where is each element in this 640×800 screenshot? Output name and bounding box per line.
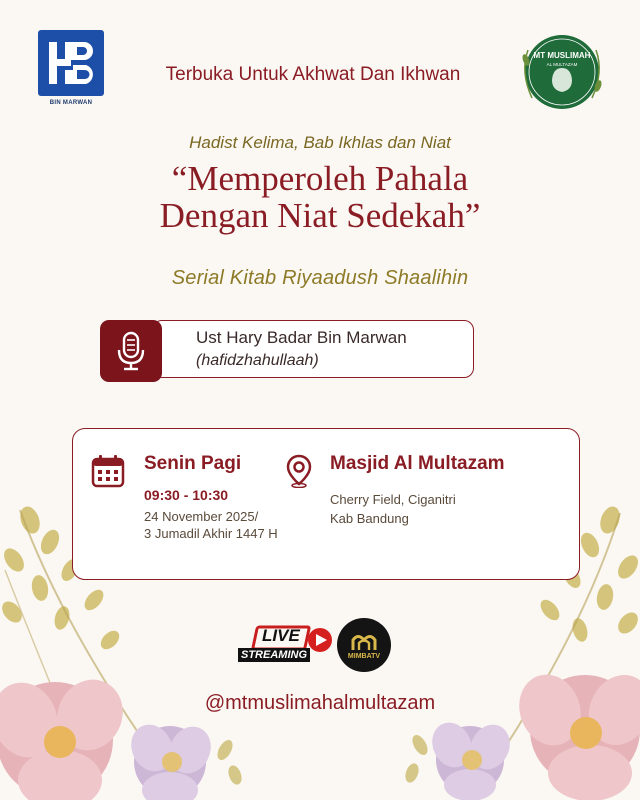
speaker-name: Ust Hary Badar Bin Marwan: [196, 328, 407, 347]
mt-muslimah-logo-icon: [518, 28, 606, 116]
audience-heading: Terbuka Untuk Akhwat Dan Ikhwan: [165, 64, 461, 85]
mimbatv-logo-icon: [337, 618, 391, 672]
speaker-honorific: (hafidzhahullaah): [196, 352, 319, 369]
location-pin-icon: [286, 454, 312, 488]
live-label: LIVE: [262, 626, 300, 645]
event-date-hijri: 3 Jumadil Akhir 1447 H: [144, 526, 278, 541]
event-date-gregorian: 24 November 2025/: [144, 509, 259, 524]
event-title-line1: “Memperoleh Pahala: [171, 159, 469, 198]
event-day: Senin Pagi: [144, 453, 242, 474]
organizer-caption: BIN MARWAN: [49, 100, 93, 106]
microphone-icon: [100, 320, 162, 382]
social-handle: @mtmuslimahalmultazam: [204, 692, 436, 714]
event-title: [0, 160, 640, 234]
hb-logo-icon: [38, 30, 104, 96]
venue-name: Masjid Al Multazam: [330, 453, 505, 474]
partner-logo-subtext: AL MULTAZAM: [546, 62, 578, 67]
series-label: Serial Kitab Riyaadush Shaalihin: [171, 267, 469, 289]
event-title-line2: Dengan Niat Sedekah”: [159, 196, 481, 235]
partner-logo-text: MT MUSLIMAH: [533, 51, 591, 60]
hadith-subtitle: Hadist Kelima, Bab Ikhlas dan Niat: [189, 133, 451, 152]
calendar-icon: [91, 454, 125, 488]
mimbatv-channel-name: MIMBATV: [347, 653, 381, 660]
venue-address-line1: Cherry Field, Ciganitri: [330, 492, 456, 507]
streaming-label: STREAMING: [238, 648, 310, 662]
event-time: 09:30 - 10:30: [144, 487, 229, 503]
venue-address-line2: Kab Bandung: [330, 511, 409, 526]
schedule-location-card: [72, 428, 580, 580]
